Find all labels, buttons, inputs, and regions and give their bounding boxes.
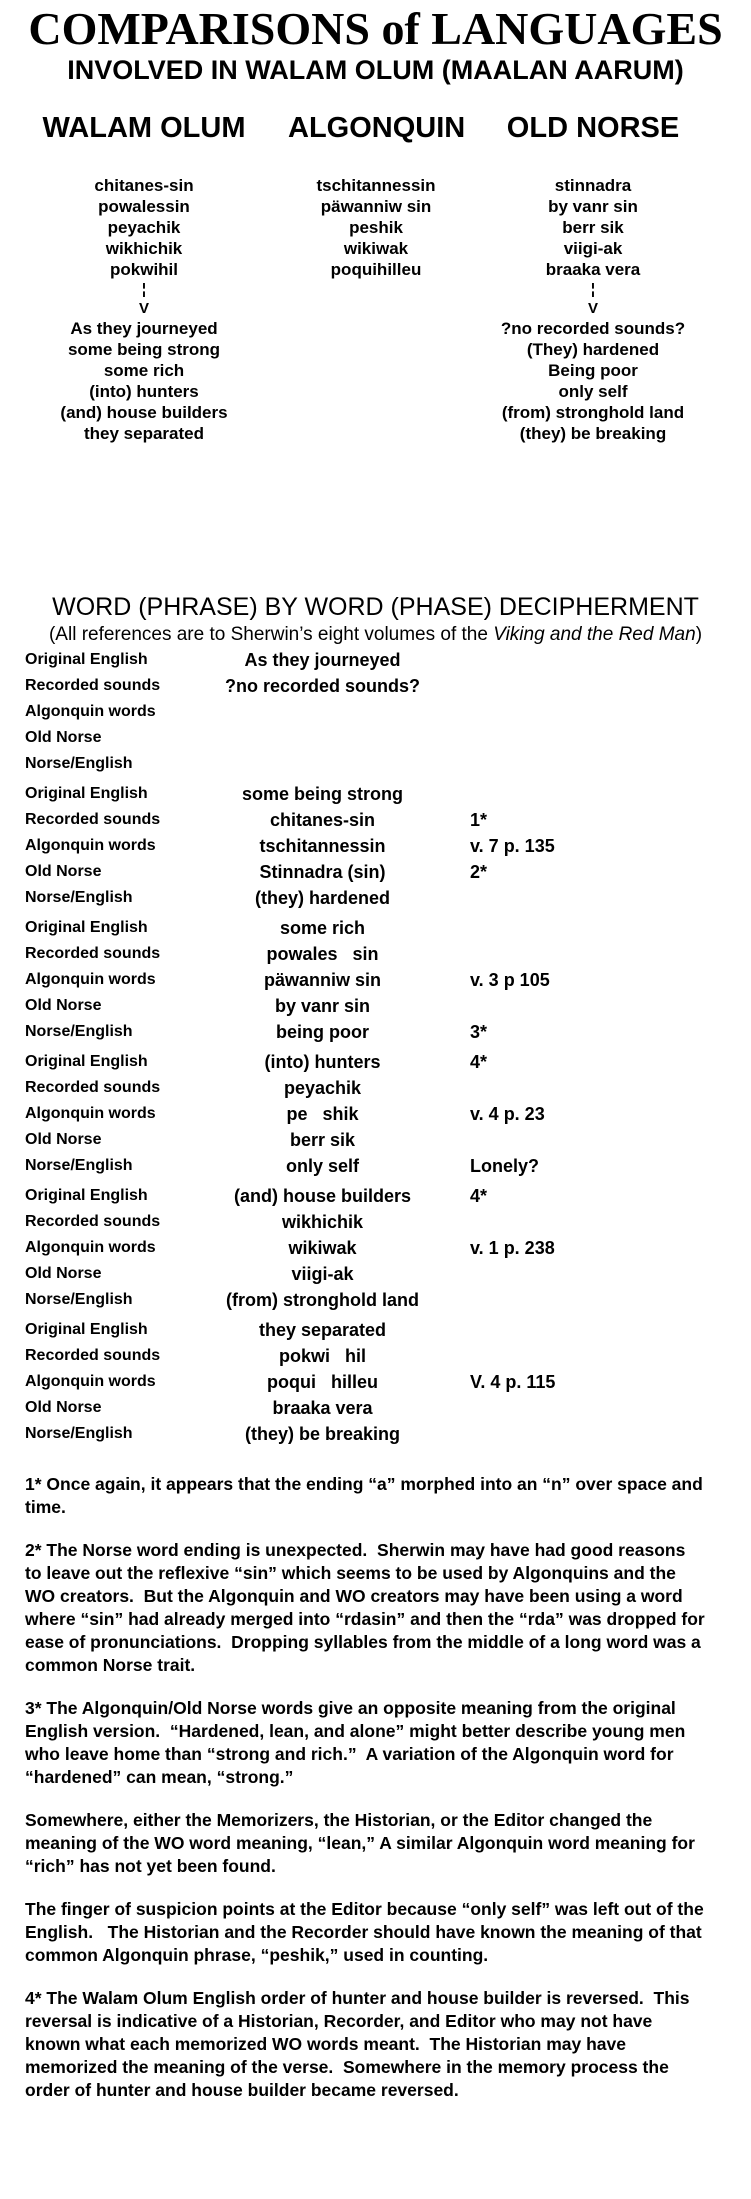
row-value: being poor bbox=[276, 1022, 369, 1043]
word-line: wikiwak bbox=[343, 239, 409, 259]
row-value: pe shik bbox=[286, 1104, 359, 1125]
row-note bbox=[470, 993, 751, 1019]
row-note bbox=[470, 1075, 751, 1101]
row-note bbox=[470, 725, 751, 751]
stanza-row bbox=[0, 859, 751, 885]
row-label: Algonquin words bbox=[25, 703, 156, 721]
row-note: 2* bbox=[470, 862, 488, 883]
row-value: (from) stronghold land bbox=[226, 1290, 419, 1311]
row-value: only self bbox=[285, 1156, 360, 1177]
row-note: 1* bbox=[470, 810, 488, 831]
word-line: berr sik bbox=[562, 218, 624, 238]
row-note bbox=[470, 1209, 751, 1235]
stanza-2 bbox=[0, 781, 751, 911]
down-arrow-bar-icon: ¦ bbox=[590, 281, 596, 299]
stanza-row bbox=[0, 1075, 751, 1101]
row-note bbox=[470, 1317, 751, 1343]
row-note bbox=[470, 1343, 751, 1369]
row-note bbox=[470, 1421, 751, 1447]
row-label: Old Norse bbox=[25, 1399, 102, 1417]
note-book-title: Viking and the Red Man bbox=[493, 623, 696, 645]
translation-line: (from) stronghold land bbox=[501, 403, 685, 423]
row-note: v. 4 p. 23 bbox=[470, 1104, 545, 1125]
row-note: v. 7 p. 135 bbox=[470, 836, 555, 857]
stanza-row bbox=[0, 673, 751, 699]
row-value: (they) be breaking bbox=[244, 1424, 401, 1445]
word-line: peshik bbox=[349, 218, 403, 238]
decipherment-stanzas bbox=[0, 647, 751, 1447]
row-value: wikiwak bbox=[288, 1238, 357, 1259]
row-note: 3* bbox=[470, 1022, 488, 1043]
stanza-row bbox=[0, 1235, 751, 1261]
row-note bbox=[470, 1127, 751, 1153]
row-note: V. 4 p. 115 bbox=[470, 1372, 556, 1393]
word-line: braaka vera bbox=[545, 260, 641, 280]
row-note: 4* bbox=[470, 1052, 488, 1073]
row-note bbox=[470, 699, 751, 725]
row-note bbox=[470, 885, 751, 911]
translation-line: ?no recorded sounds? bbox=[500, 319, 686, 339]
row-label: Original English bbox=[25, 1187, 148, 1205]
stanza-row bbox=[0, 1287, 751, 1313]
row-label: Recorded sounds bbox=[25, 811, 161, 829]
row-label: Old Norse bbox=[25, 729, 102, 747]
row-value: (they) hardened bbox=[254, 888, 391, 909]
stanza-row bbox=[0, 1261, 751, 1287]
stanza-row bbox=[0, 1153, 751, 1179]
row-label: Original English bbox=[25, 1321, 148, 1339]
translation-line: (and) house builders bbox=[60, 403, 228, 423]
stanza-4 bbox=[0, 1049, 751, 1179]
stanza-row bbox=[0, 885, 751, 911]
row-value: viigi-ak bbox=[291, 1264, 354, 1285]
row-value: some being strong bbox=[241, 784, 403, 805]
row-label: Old Norse bbox=[25, 1131, 102, 1149]
down-arrow-bar-icon: ¦ bbox=[141, 281, 147, 299]
row-label: Norse/English bbox=[25, 1425, 133, 1443]
translation-line: (they) be breaking bbox=[519, 424, 667, 444]
decipherment-note bbox=[0, 625, 751, 646]
word-line: peyachik bbox=[107, 218, 181, 238]
translation-line: they separated bbox=[84, 424, 204, 444]
document-page bbox=[0, 3, 751, 2102]
word-line: by vanr sin bbox=[548, 197, 638, 217]
column-walam-olum bbox=[0, 114, 288, 444]
stanza-row bbox=[0, 941, 751, 967]
row-label: Recorded sounds bbox=[25, 1079, 161, 1097]
stanza-row bbox=[0, 781, 751, 807]
word-line: tschitannessin bbox=[316, 176, 436, 196]
row-label: Original English bbox=[25, 1053, 148, 1071]
row-label: Norse/English bbox=[25, 755, 133, 773]
stanza-row bbox=[0, 915, 751, 941]
language-columns bbox=[0, 114, 751, 444]
row-label: Norse/English bbox=[25, 1157, 133, 1175]
row-label: Old Norse bbox=[25, 1265, 102, 1283]
row-note bbox=[470, 751, 751, 777]
row-note bbox=[470, 1287, 751, 1313]
stanza-3 bbox=[0, 915, 751, 1045]
note-prefix: (All references are to Sherwin’s eight volumes of the bbox=[48, 623, 494, 645]
row-label: Old Norse bbox=[25, 863, 102, 881]
down-arrow-head-icon: V bbox=[587, 300, 598, 318]
footnote-4: 4* The Walam Olum English order of hunter and house builder is reversed. This reversal is indicative of a Historian, Recorder, and Editor who may not have known what each memorized WO words meant. The Historian may have memorized the meaning of the verse. Somewhere in the memory process the order of hunter and house builder became reversed. bbox=[25, 1988, 695, 2101]
row-value: poqui hilleu bbox=[267, 1372, 378, 1393]
footnotes-section bbox=[25, 1473, 710, 2102]
stanza-row bbox=[0, 1127, 751, 1153]
note-suffix: ) bbox=[695, 623, 703, 645]
page-subtitle: INVOLVED IN WALAM OLUM (MAALAN AARUM) bbox=[67, 55, 684, 85]
word-line: wikhichik bbox=[105, 239, 183, 259]
row-label: Recorded sounds bbox=[25, 1347, 161, 1365]
paragraph-memorizers: Somewhere, either the Memorizers, the Historian, or the Editor changed the meaning of the WO word meaning, “lean,” A similar Algonquin word meaning for “rich” has not yet been found. bbox=[25, 1810, 700, 1877]
row-label: Norse/English bbox=[25, 1291, 133, 1309]
row-label: Original English bbox=[25, 919, 148, 937]
word-line: päwanniw sin bbox=[320, 197, 432, 217]
stanza-row bbox=[0, 1049, 751, 1075]
row-note: 4* bbox=[470, 1186, 488, 1207]
row-value: ?no recorded sounds? bbox=[224, 676, 420, 697]
stanza-row bbox=[0, 647, 751, 673]
footnote-2: 2* The Norse word ending is unexpected. Sherwin may have had good reasons to leave out the reflexive “sin” which seems to be used by Algonquins and the WO creators. But the Algonquin and WO creators may have been using a word where “sin” had already merged into “rdasin” and then the “rda” was dropped for ease of pronunciations. Dropping syllables from the middle of a long word was a common Norse trait. bbox=[25, 1540, 710, 1676]
decipherment-title: WORD (PHRASE) BY WORD (PHASE) DECIPHERMENT bbox=[52, 593, 699, 622]
row-note bbox=[470, 941, 751, 967]
row-label: Norse/English bbox=[25, 1023, 133, 1041]
row-value: by vanr sin bbox=[274, 996, 371, 1017]
column-header-old-norse: OLD NORSE bbox=[506, 112, 680, 145]
row-value: päwanniw sin bbox=[263, 970, 382, 991]
footnote-3: 3* The Algonquin/Old Norse words give an opposite meaning from the original English version. “Hardened, lean, and alone” might better describe young men who leave home than “strong and rich.” A variation of the Algonquin word for “hardened” can mean, “strong.” bbox=[25, 1698, 691, 1788]
column-old-norse bbox=[464, 114, 722, 444]
row-note: Lonely? bbox=[470, 1156, 540, 1177]
column-header-algonquin: ALGONQUIN bbox=[288, 112, 466, 145]
paragraph-suspicion: The finger of suspicion points at the Editor because “only self” was left out of the English. The Historian and the Recorder should have known the meaning of that common Algonquin phrase, “peshik,” used in counting. bbox=[25, 1899, 709, 1966]
word-line: chitanes-sin bbox=[94, 176, 194, 196]
translation-line: As they journeyed bbox=[70, 319, 218, 339]
word-line: powalessin bbox=[98, 197, 190, 217]
row-note bbox=[470, 647, 751, 673]
stanza-row bbox=[0, 725, 751, 751]
stanza-row bbox=[0, 751, 751, 777]
row-label: Recorded sounds bbox=[25, 945, 161, 963]
stanza-row bbox=[0, 807, 751, 833]
row-value: (and) house builders bbox=[233, 1186, 411, 1207]
stanza-row bbox=[0, 1343, 751, 1369]
stanza-row bbox=[0, 1421, 751, 1447]
word-line: poquihilleu bbox=[330, 260, 422, 280]
row-value: (into) hunters bbox=[264, 1052, 381, 1073]
row-value: berr sik bbox=[289, 1130, 356, 1151]
stanza-row bbox=[0, 967, 751, 993]
row-label: Algonquin words bbox=[25, 971, 156, 989]
row-label: Recorded sounds bbox=[25, 677, 161, 695]
row-note: v. 3 p 105 bbox=[470, 970, 550, 991]
row-note bbox=[470, 673, 751, 699]
stanza-row bbox=[0, 993, 751, 1019]
word-line: viigi-ak bbox=[563, 239, 623, 259]
down-arrow-head-icon: V bbox=[138, 300, 149, 318]
row-label: Algonquin words bbox=[25, 1105, 156, 1123]
row-value bbox=[175, 751, 470, 777]
translation-line: Being poor bbox=[548, 361, 638, 381]
stanza-row bbox=[0, 1209, 751, 1235]
row-label: Algonquin words bbox=[25, 1239, 156, 1257]
translation-line: some rich bbox=[103, 361, 185, 381]
row-value: tschitannessin bbox=[259, 836, 386, 857]
row-value: peyachik bbox=[283, 1078, 362, 1099]
footnote-1: 1* Once again, it appears that the ending “a” morphed into an “n” over space and time. bbox=[25, 1474, 708, 1518]
stanza-row bbox=[0, 833, 751, 859]
stanza-row bbox=[0, 1183, 751, 1209]
stanza-row bbox=[0, 699, 751, 725]
row-note bbox=[470, 1395, 751, 1421]
translation-line: only self bbox=[558, 382, 628, 402]
translation-line: some being strong bbox=[67, 340, 221, 360]
row-label: Algonquin words bbox=[25, 837, 156, 855]
stanza-5 bbox=[0, 1183, 751, 1313]
row-note bbox=[470, 915, 751, 941]
stanza-row bbox=[0, 1019, 751, 1045]
row-value: pokwi hil bbox=[278, 1346, 366, 1367]
stanza-row bbox=[0, 1369, 751, 1395]
word-line: pokwihil bbox=[110, 260, 178, 280]
row-value: wikhichik bbox=[281, 1212, 364, 1233]
stanza-1 bbox=[0, 647, 751, 777]
row-label: Norse/English bbox=[25, 889, 133, 907]
row-value bbox=[175, 725, 470, 751]
row-label: Algonquin words bbox=[25, 1373, 156, 1391]
row-note: v. 1 p. 238 bbox=[470, 1238, 555, 1259]
row-label: Original English bbox=[25, 651, 148, 669]
row-value: As they journeyed bbox=[244, 650, 401, 671]
row-label: Recorded sounds bbox=[25, 1213, 161, 1231]
row-note bbox=[470, 1261, 751, 1287]
row-label: Original English bbox=[25, 785, 148, 803]
row-value: they separated bbox=[258, 1320, 387, 1341]
row-value: braaka vera bbox=[272, 1398, 373, 1419]
row-value: chitanes-sin bbox=[269, 810, 376, 831]
row-label: Old Norse bbox=[25, 997, 102, 1015]
translation-line: (into) hunters bbox=[89, 382, 199, 402]
stanza-row bbox=[0, 1101, 751, 1127]
page-title: COMPARISONS of LANGUAGES bbox=[28, 3, 723, 54]
stanza-row bbox=[0, 1395, 751, 1421]
column-algonquin bbox=[288, 114, 464, 444]
column-header-walam-olum: WALAM OLUM bbox=[42, 112, 246, 145]
row-value: Stinnadra (sin) bbox=[259, 862, 386, 883]
stanza-row bbox=[0, 1317, 751, 1343]
row-note bbox=[470, 781, 751, 807]
word-line: stinnadra bbox=[554, 176, 632, 196]
row-value: powales sin bbox=[266, 944, 379, 965]
stanza-6 bbox=[0, 1317, 751, 1447]
row-value bbox=[175, 699, 470, 725]
row-value: some rich bbox=[279, 918, 366, 939]
translation-line: (They) hardened bbox=[526, 340, 660, 360]
